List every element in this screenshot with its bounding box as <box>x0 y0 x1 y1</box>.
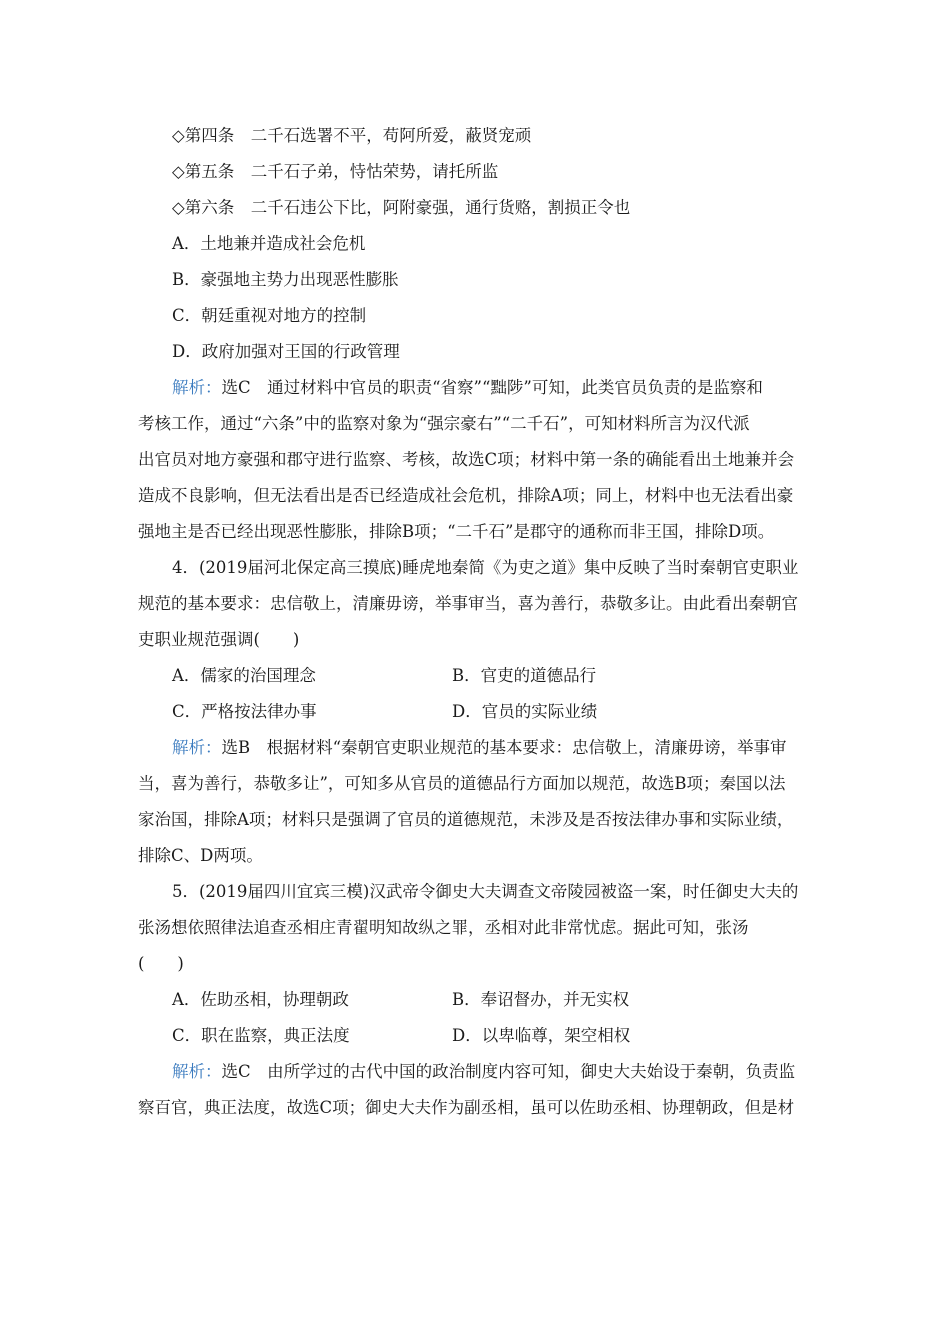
q4-stem-line: 吏职业规范强调( ) <box>138 630 300 649</box>
q4-stem-line: 4．(2019届河北保定高三摸底)睡虎地秦简《为吏之道》集中反映了当时秦朝官吏职业 <box>172 558 799 577</box>
analysis-text: 选C 由所学过的古代中国的政治制度内容可知，御史大夫始设于秦朝，负责监 <box>221 1062 796 1081</box>
q5-option-d: D．以卑临尊，架空相权 <box>452 1026 631 1045</box>
q3-analysis-line: 考核工作，通过“六条”中的监察对象为“强宗豪右”“二千石”，可知材料所言为汉代派 <box>138 414 750 433</box>
q4-options-row-2 <box>138 694 818 730</box>
q4-option-a: A．儒家的治国理念 <box>172 666 316 685</box>
q5-stem-line: ( ) <box>138 954 184 973</box>
q3-option-b: B．豪强地主势力出现恶性膨胀 <box>172 270 399 289</box>
q4-analysis-line: 排除C、D两项。 <box>138 846 263 865</box>
q4-analysis-line: 家治国，排除A项；材料只是强调了官员的道德规范，未涉及是否按法律办事和实际业绩， <box>138 810 794 829</box>
q5-option-b: B．奉诏督办，并无实权 <box>452 990 630 1009</box>
q4-option-c: C．严格按法律办事 <box>172 702 317 721</box>
criterion-6: ◇第六条 二千石违公下比，阿附豪强，通行货赂，割损正令也 <box>172 198 631 217</box>
analysis-text: 选C 通过材料中官员的职责“省察”“黜陟”可知，此类官员负责的是监察和 <box>221 378 763 397</box>
q3-analysis-line: 强地主是否已经出现恶性膨胀，排除B项；“二千石”是郡守的通称而非王国，排除D项。 <box>138 522 775 541</box>
q5-analysis-line: 察百官，典正法度，故选C项；御史大夫作为副丞相，虽可以佐助丞相、协理朝政，但是材 <box>138 1098 795 1117</box>
analysis-label: 解析： <box>172 378 222 397</box>
document-content <box>138 118 818 1126</box>
q3-option-d: D．政府加强对王国的行政管理 <box>172 342 400 361</box>
q3-analysis-line <box>138 370 818 406</box>
q4-option-d: D．官员的实际业绩 <box>452 702 598 721</box>
q5-option-c: C．职在监察，典正法度 <box>172 1026 350 1045</box>
q3-analysis-line: 造成不良影响，但无法看出是否已经造成社会危机，排除A项；同上，材料中也无法看出豪 <box>138 486 794 505</box>
q5-analysis-line <box>138 1054 818 1090</box>
q5-stem-line: 张汤想依照律法追查丞相庄青翟明知故纵之罪，丞相对此非常忧虑。据此可知，张汤 <box>138 918 749 937</box>
q4-options-row-1 <box>138 658 818 694</box>
analysis-label: 解析： <box>172 1062 222 1081</box>
q4-analysis-line <box>138 730 818 766</box>
q4-stem-line: 规范的基本要求：忠信敬上，清廉毋谤，举事审当，喜为善行，恭敬多让。由此看出秦朝官 <box>138 594 798 613</box>
q4-option-b: B．官吏的道德品行 <box>452 666 597 685</box>
q5-options-row-2 <box>138 1018 818 1054</box>
q3-option-a: A．土地兼并造成社会危机 <box>172 234 366 253</box>
q3-option-c: C．朝廷重视对地方的控制 <box>172 306 367 325</box>
analysis-label: 解析： <box>172 738 222 757</box>
q5-stem-line: 5．(2019届四川宜宾三模)汉武帝令御史大夫调查文帝陵园被盗一案，时任御史大夫的 <box>172 882 799 901</box>
q5-option-a: A．佐助丞相，协理朝政 <box>172 990 349 1009</box>
criterion-4: ◇第四条 二千石选署不平，苟阿所爱，蔽贤宠顽 <box>172 126 532 145</box>
analysis-text: 选B 根据材料“秦朝官吏职业规范的基本要求：忠信敬上，清廉毋谤，举事审 <box>221 738 787 757</box>
criterion-5: ◇第五条 二千石子弟，恃怙荣势，请托所监 <box>172 162 499 181</box>
q5-options-row-1 <box>138 982 818 1018</box>
q3-analysis-line: 出官员对地方豪强和郡守进行监察、考核，故选C项；材料中第一条的确能看出土地兼并会 <box>138 450 795 469</box>
q4-analysis-line: 当，喜为善行，恭敬多让”，可知多从官员的道德品行方面加以规范，故选B项；秦国以法 <box>138 774 786 793</box>
